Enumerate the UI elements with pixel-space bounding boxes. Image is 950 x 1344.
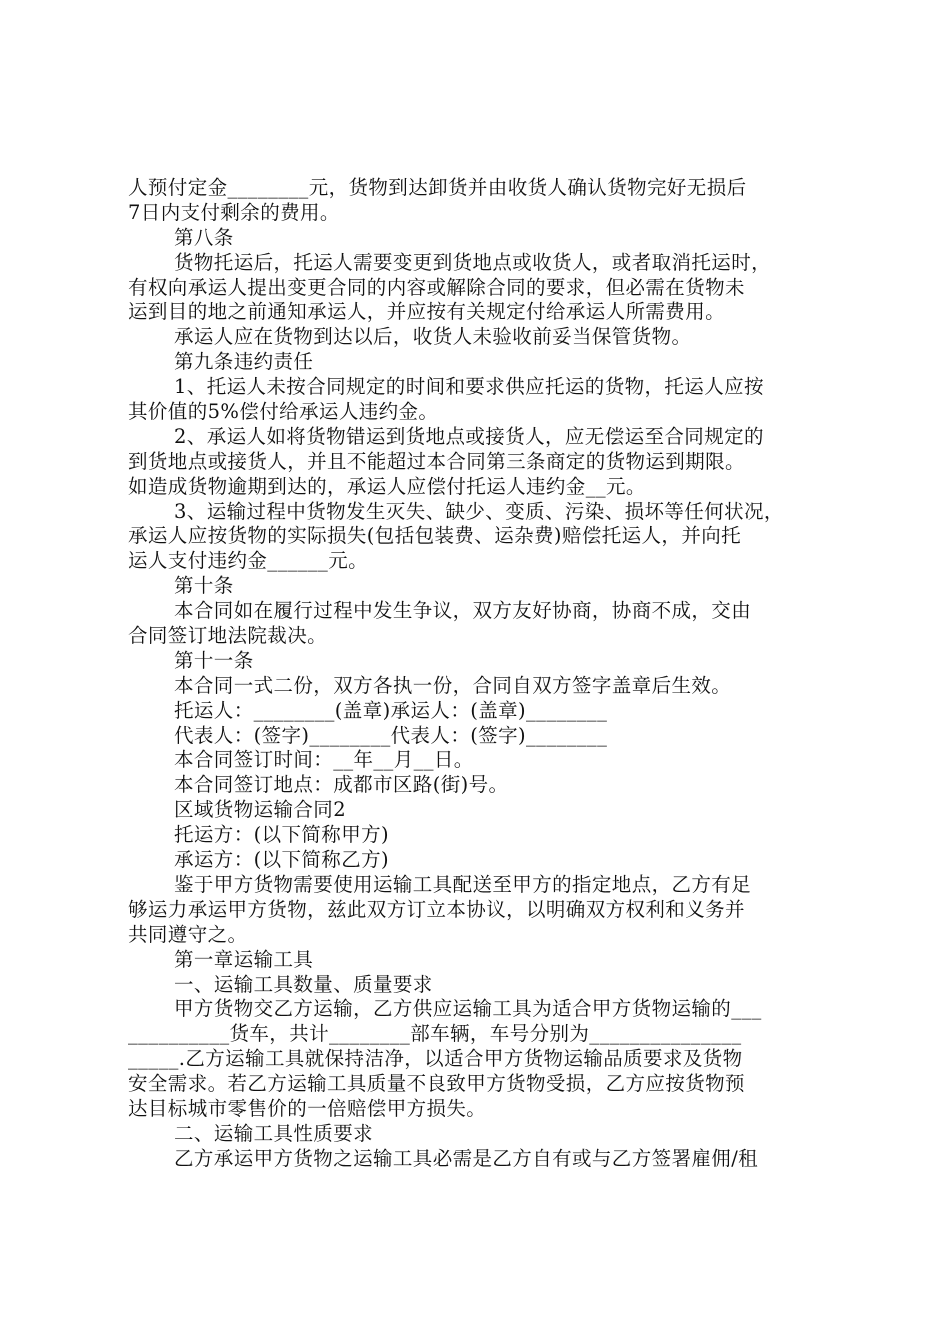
signature-line: 托运人：________(盖章)承运人：(盖章)________: [174, 698, 608, 722]
text-line: 运到目的地之前通知承运人，并应按有关规定付给承运人所需费用。: [128, 300, 726, 324]
text-line: 人预付定金________元，货物到达卸货并由收货人确认货物完好无损后: [128, 176, 747, 199]
text-line: 安全需求。若乙方运输工具质量不良致甲方货物受损，乙方应按货物预: [128, 1072, 745, 1096]
subsection-heading: 一、运输工具数量、质量要求: [174, 972, 433, 996]
subsection-heading: 二、运输工具性质要求: [174, 1121, 374, 1145]
text-line: 鉴于甲方货物需要使用运输工具配送至甲方的指定地点，乙方有足: [174, 872, 752, 896]
text-line: 3、运输过程中货物发生灭失、缺少、变质、污染、损坏等任何状况，: [174, 499, 784, 523]
party-line: 承运方：(以下简称乙方): [174, 848, 390, 872]
party-line: 托运方：(以下简称甲方): [174, 823, 390, 847]
signing-date-line: 本合同签订时间：__年__月__日。: [174, 748, 474, 772]
text-line: 甲方货物交乙方运输，乙方供应运输工具为适合甲方货物运输的___: [174, 997, 762, 1021]
text-line: __________货车，共计________部车辆，车号分别为_______________: [128, 1022, 742, 1046]
text-line: 货物托运后，托运人需要变更到货地点或收货人，或者取消托运时，: [174, 250, 772, 274]
article-heading: 第十一条: [174, 648, 254, 672]
text-line: _____.乙方运输工具就保持洁净，以适合甲方货物运输品质要求及货物: [128, 1047, 743, 1071]
text-line: 2、承运人如将货物错运到货地点或接货人，应无偿运至合同规定的: [174, 424, 764, 448]
text-line: 1、托运人未按合同规定的时间和要求供应托运的货物，托运人应按: [174, 375, 764, 399]
text-line: 合同签订地法院裁决。: [128, 624, 328, 648]
text-line: 运人支付违约金______元。: [128, 549, 369, 573]
section-title: 区域货物运输合同2: [174, 798, 347, 822]
text-line: 如造成货物逾期到达的，承运人应偿付托运人违约金__元。: [128, 474, 646, 498]
article-heading: 第九条违约责任: [174, 350, 314, 374]
text-line: 有权向承运人提出变更合同的内容或解除合同的要求，但必需在货物未: [128, 275, 745, 299]
text-line: 到货地点或接货人，并且不能超过本合同第三条商定的货物运到期限。: [128, 449, 745, 473]
article-heading: 第八条: [174, 225, 234, 249]
text-line: 承运人应在货物到达以后，收货人未验收前妥当保管货物。: [174, 325, 692, 349]
text-line: 其价值的5%偿付给承运人违约金。: [128, 400, 439, 424]
text-line: 承运人应按货物的实际损失(包括包装费、运杂费)赔偿托运人，并向托: [128, 524, 742, 548]
text-line: 7日内支付剩余的费用。: [128, 200, 340, 224]
text-line: 本合同如在履行过程中发生争议，双方友好协商，协商不成，交由: [174, 599, 752, 623]
chapter-heading: 第一章运输工具: [174, 947, 314, 971]
text-line: 乙方承运甲方货物之运输工具必需是乙方自有或与乙方签署雇佣/租: [174, 1146, 759, 1170]
text-line: 共同遵守之。: [128, 922, 248, 946]
document-page: [128, 176, 838, 1172]
text-line: 够运力承运甲方货物，兹此双方订立本协议，以明确双方权利和义务并: [128, 897, 745, 921]
text-line: 本合同一式二份，双方各执一份，合同自双方签字盖章后生效。: [174, 673, 732, 697]
article-heading: 第十条: [174, 574, 234, 598]
signing-place-line: 本合同签订地点：成都市区路(街)号。: [174, 773, 509, 797]
signature-line: 代表人：(签字)________代表人：(签字)________: [174, 723, 608, 747]
text-line: 达目标城市零售价的一倍赔偿甲方损失。: [128, 1096, 487, 1120]
